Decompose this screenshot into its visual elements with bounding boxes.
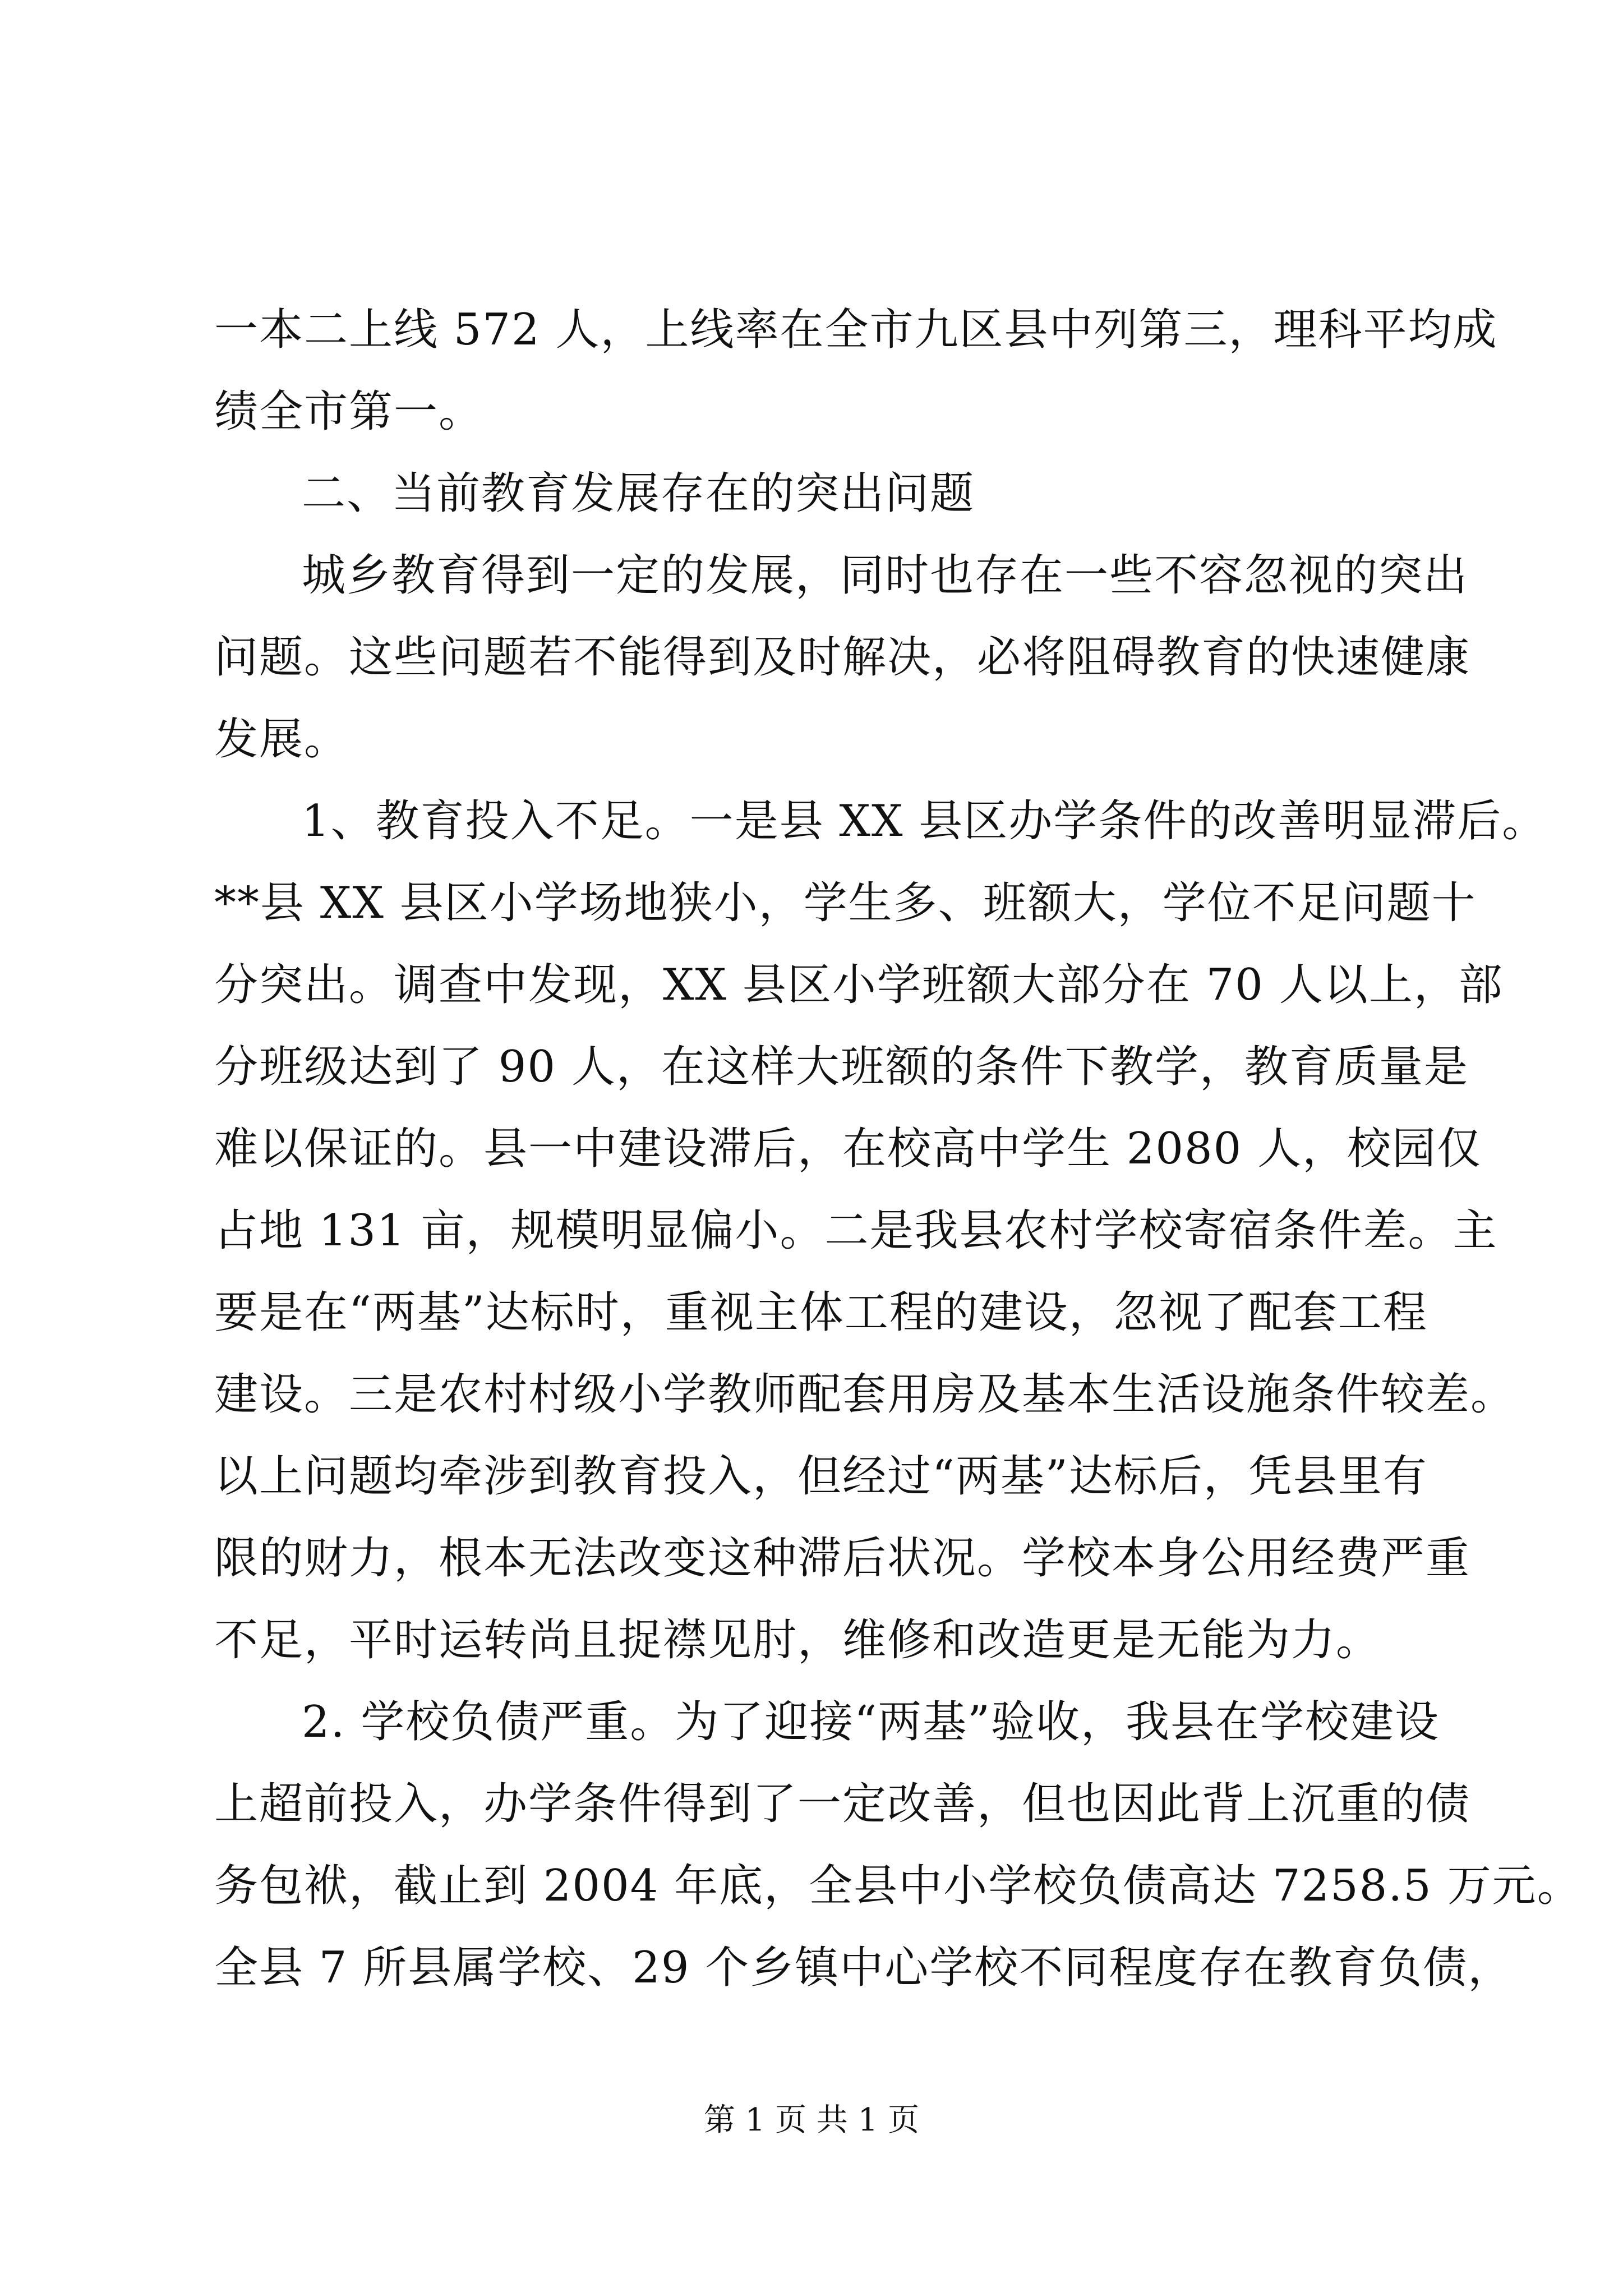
document-body [214,289,1582,2009]
text-line: 1、教育投入不足。一是县 XX 县区办学条件的改善明显滞后。 [302,796,1547,846]
text-line: 务包袱，截止到 2004 年底，全县中小学校负债高达 7258.5 万元。 [214,1861,1582,1911]
text-line: 分突出。调查中发现，XX 县区小学班额大部分在 70 人以上，部 [214,960,1504,1010]
text-line: 要是在“两基”达标时，重视主体工程的建设，忽视了配套工程 [214,1287,1428,1338]
text-line: 不足，平时运转尚且捉襟见肘，维修和改造更是无能为力。 [214,1615,1381,1665]
section-heading [214,453,1420,535]
text-line: 2. 学校负债严重。为了迎接“两基”验收，我县在学校建设 [302,1697,1440,1747]
paragraph-point-2 [214,1681,1582,2009]
text-line: 城乡教育得到一定的发展，同时也存在一些不容忽视的突出 [302,550,1469,601]
text-line: 建设。三是农村村级小学教师配套用房及基本生活设施条件较差。 [214,1369,1516,1420]
text-line: 上超前投入，办学条件得到了一定改善，但也因此背上沉重的债 [214,1779,1471,1829]
section-heading-text: 二、当前教育发展存在的突出问题 [302,468,975,519]
paragraph-intro [214,535,1471,780]
text-line: 限的财力，根本无法改变这种滞后状况。学校本身公用经费严重 [214,1533,1471,1584]
text-line: 问题。这些问题若不能得到及时解决，必将阻碍教育的快速健康 [214,632,1471,683]
paragraph-results-summary [214,289,1498,453]
text-line: 绩全市第一。 [214,386,484,437]
text-line: 以上问题均牵涉到教育投入，但经过“两基”达标后，凭县里有 [214,1451,1428,1502]
page-footer [0,2101,1623,2140]
text-line: 全县 7 所县属学校、29 个乡镇中心学校不同程度存在教育负债， [214,1943,1513,1993]
paragraph-point-1 [214,780,1547,1681]
text-line: 一本二上线 572 人，上线率在全市九区县中列第三，理科平均成 [214,305,1498,355]
text-line: 难以保证的。县一中建设滞后，在校高中学生 2080 人，校园仅 [214,1124,1482,1174]
text-line: **县 XX 县区小学场地狭小，学生多、班额大，学位不足问题十 [214,878,1477,928]
text-line: 分班级达到了 90 人，在这样大班额的条件下教学，教育质量是 [214,1042,1469,1092]
page-number-label: 第 1 页 共 1 页 [703,2102,920,2138]
text-line: 占地 131 亩，规模明显偏小。二是我县农村学校寄宿条件差。主 [214,1205,1498,1256]
text-line: 发展。 [214,714,349,765]
